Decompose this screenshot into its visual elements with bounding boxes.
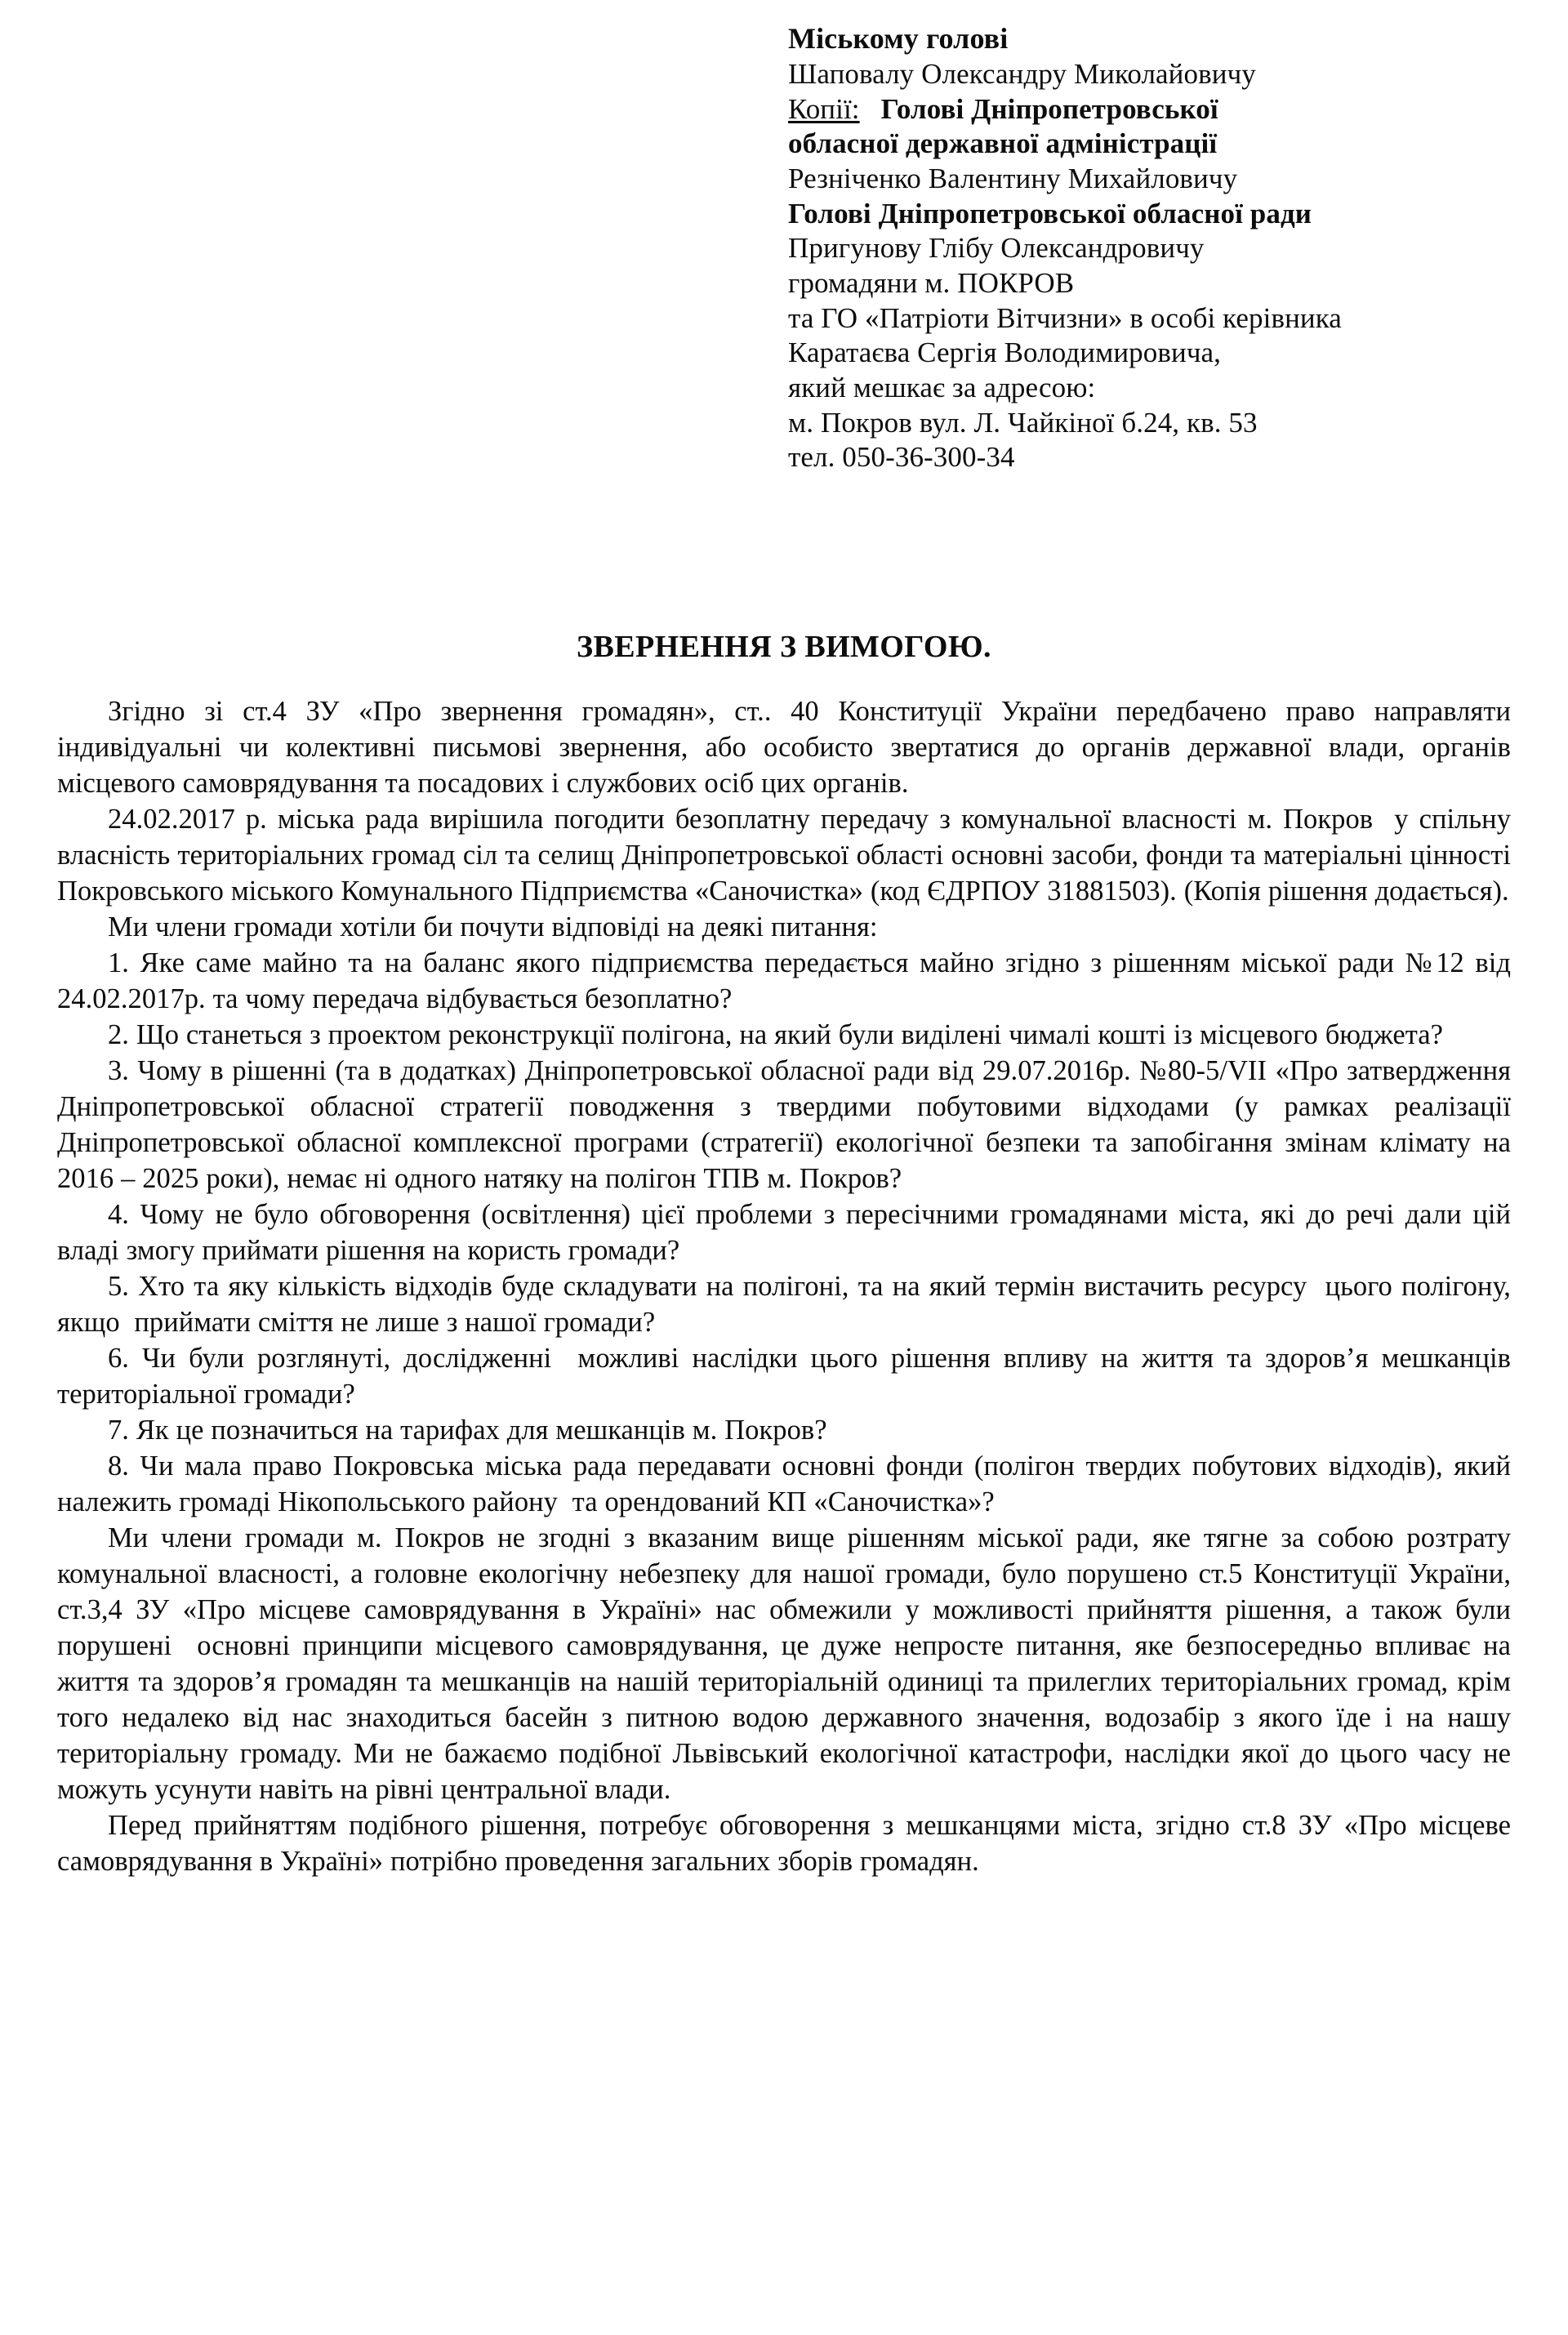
question-item-8: 8. Чи мала право Покровська міська рада передавати основні фонди (полігон твердих побутових відходів), який належить громаді Нікопольського району та орендований КП «Саночистка»? xyxy=(57,1450,1518,1517)
copy1-person: Резніченко Валентину Михайловичу xyxy=(788,162,1238,194)
sender-line-2: та ГО «Патріоти Вітчизни» в особі керівника xyxy=(788,301,1342,334)
question-item-3: 3. Чому в рішенні (та в додатках) Дніпропетровської обласної ради від 29.07.2016р. №80-5/VII «Про затвердження Дніпропетровської обласної стратегії поводження з твердими побутовими відходами (у рамках реалізації Дніпропетровської обласної комплексної програми (стратегії) екологічної безпеки та запобігання змінам клімату на 2016 – 2025 роки), немає ні одного натяку на полігон ТПВ м. Покров? xyxy=(57,1055,1518,1194)
sender-line-1: громадяни м. ПОКРОВ xyxy=(788,267,1075,300)
sender-address: м. Покров вул. Л. Чайкіної б.24, кв. 53 xyxy=(788,406,1258,439)
question-item-5: 5. Хто та яку кількість відходів буде складувати на полігоні, та на який термін вистачить ресурсу цього полігону, якщо приймати сміття не лише з нашої громади? xyxy=(57,1270,1518,1338)
addressee-copies-row xyxy=(788,92,1539,127)
sender-phone: тел. 050-36-300-34 xyxy=(788,441,1015,474)
question-item-4: 4. Чому не було обговорення (освітлення) цієї проблеми з пересічними громадянами міста, які до речі дали цій владі змогу приймати рішення на користь громади? xyxy=(57,1198,1518,1266)
question-item-7: 7. Як це позначиться на тарифах для мешканців м. Покров? xyxy=(108,1414,827,1446)
question-item-6: 6. Чи були розглянуті, дослідженні можливі наслідки цього рішення впливу на життя та здоров’я мешканців територіальної громади? xyxy=(57,1342,1518,1410)
question-item-1: 1. Яке саме майно та на баланс якого підприємства передається майно згідно з рішенням міської ради №12 від 24.02.2017р. та чому передача відбувається безоплатно? xyxy=(57,947,1518,1015)
addressee-primary-office: Міському голові xyxy=(788,22,1009,55)
document-body xyxy=(57,694,1518,1879)
copy2-person: Пригунову Глібу Олександровичу xyxy=(788,232,1205,265)
paragraph: Згідно зі ст.4 ЗУ «Про звернення громадян», ст.. 40 Конституції України передбачено право направляти індивідуальні чи колективні письмові звернення, або особисто звертатися до органів державної влади, органів місцевого самоврядування та посадових і службових осіб цих органів. xyxy=(57,696,1518,800)
addressee-block xyxy=(788,21,1539,475)
paragraph: Ми члени громади м. Покров не згодні з вказаним вище рішенням міської ради, яке тягне за собою розтрату комунальної власності, а головне екологічну небезпеку для нашої громади, було порушено ст.5 Конституції України, ст.3,4 ЗУ «Про місцеве самоврядування в Україні» нас обмежили у можливості прийняття рішення, а також були порушені основні принципи місцевого самоврядування, це дуже непросте питання, яке безпосередньо впливає на життя та здоров’я громадян та мешканців на нашій територіальній одиниці та прилеглих територіальних громад, крім того недалеко від нас знаходиться басейн з питною водою державного значення, водозабір з якого їде і на нашу територіальну громаду. Ми не бажаємо подібної Львівський екологічної катастрофи, наслідки якої до цього часу не можуть усунути навіть на рівні центральної влади. xyxy=(57,1522,1518,1805)
addressee-primary-person: Шаповалу Олександру Миколайовичу xyxy=(788,57,1256,90)
copy1-office-line2: обласної державної адміністрації xyxy=(788,127,1218,160)
page-title: ЗВЕРНЕННЯ З ВИМОГОЮ. xyxy=(577,630,991,665)
question-item-2: 2. Що станеться з проектом реконструкції полігона, на який були виділені чималі кошті із місцевого бюджета? xyxy=(108,1019,1444,1051)
copies-label: Копії: xyxy=(788,92,860,125)
copy1-office-line1: Голові Дніпропетровської xyxy=(880,92,1218,125)
sender-line-4: який мешкає за адресою: xyxy=(788,372,1096,404)
paragraph: 24.02.2017 р. міська рада вирішила погодити безоплатну передачу з комунальної власності м. Покров у спільну власність територіальних громад сіл та селищ Дніпропетровської області основні засоби, фонди та матеріальні цінності Покровського міського Комунального Підприємства «Саночистка» (код ЄДРПОУ 31881503). (Копія рішення додається). xyxy=(57,804,1518,907)
copy2-office: Голові Дніпропетровської обласної ради xyxy=(788,197,1312,229)
sender-line-3: Каратаєва Сергія Володимировича, xyxy=(788,336,1222,369)
paragraph: Ми члени громади хотіли би почути відповіді на деякі питання: xyxy=(108,911,878,943)
paragraph: Перед прийняттям подібного рішення, потребує обговорення з мешканцями міста, згідно ст.8 ЗУ «Про місцеве самоврядування в Україні» потрібно проведення загальних зборів громадян. xyxy=(57,1809,1518,1877)
